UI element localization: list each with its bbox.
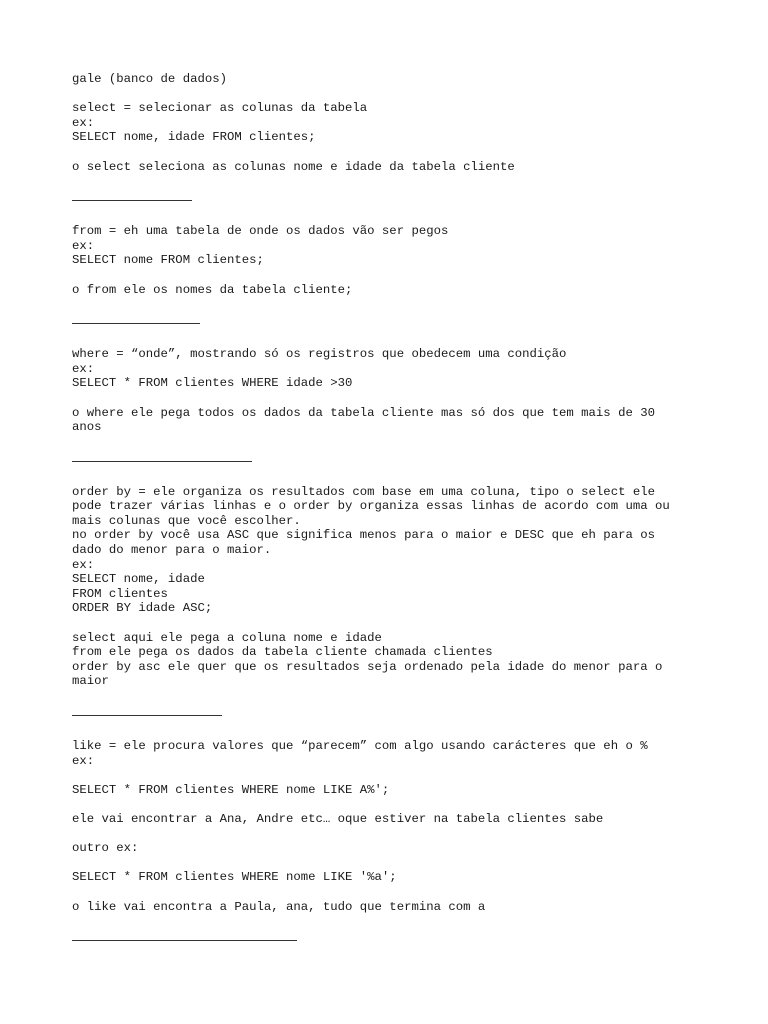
order-by-explanation-line: order by asc ele quer que os resultados seja ordenado pela idade do menor para o (72, 659, 663, 674)
select-ex-label: ex: (72, 115, 95, 130)
where-explanation-block (72, 406, 692, 435)
document-body (72, 72, 692, 964)
section-divider (72, 200, 192, 201)
from-definition: from = eh uma tabela de onde os dados vão ser pegos (72, 224, 449, 239)
section-divider (72, 715, 222, 716)
select-definition: select = selecionar as colunas da tabela (72, 101, 368, 116)
order-by-definition-line: no order by você usa ASC que significa menos para o maior e DESC que eh para os (72, 528, 655, 543)
order-by-code-line: FROM clientes (72, 586, 168, 601)
order-by-definition-line: mais colunas que você escolher. (72, 513, 301, 528)
like-explanation-2-block (72, 900, 692, 915)
like-explanation-1: ele vai encontrar a Ana, Andre etc… oque estiver na tabela clientes sabe (72, 811, 604, 826)
order-by-explanation-line: maior (72, 674, 109, 689)
like-code-2: SELECT * FROM clientes WHERE nome LIKE '%a'; (72, 870, 397, 885)
document-title-block (72, 72, 692, 87)
where-explanation-line: o where ele pega todos os dados da tabela cliente mas só dos que tem mais de 30 (72, 405, 655, 420)
section-divider (72, 461, 252, 462)
like-code-1-block (72, 783, 692, 798)
section-divider (72, 323, 200, 324)
order-by-code-line: ORDER BY idade ASC; (72, 601, 213, 616)
order-by-definition-block (72, 485, 692, 616)
select-code: SELECT nome, idade FROM clientes; (72, 130, 316, 145)
like-other-ex-label: outro ex: (72, 841, 139, 856)
like-definition: like = ele procura valores que “parecem” com algo usando carácteres que eh o % (72, 739, 648, 753)
where-definition: where = “onde”, mostrando só os registros que obedecem uma condição (72, 347, 567, 362)
like-other-ex-block (72, 841, 692, 856)
from-definition-block (72, 224, 692, 268)
from-code: SELECT nome FROM clientes; (72, 253, 264, 268)
like-code-1: SELECT * FROM clientes WHERE nome LIKE A%'; (72, 782, 390, 797)
where-explanation-line: anos (72, 420, 102, 435)
order-by-explanation-line: select aqui ele pega a coluna nome e idade (72, 630, 382, 645)
like-explanation-1-block (72, 812, 692, 827)
from-explanation: o from ele os nomes da tabela cliente; (72, 282, 353, 297)
where-definition-block (72, 347, 692, 391)
from-ex-label: ex: (72, 238, 95, 253)
where-ex-label: ex: (72, 361, 95, 376)
order-by-explanation-block (72, 631, 692, 689)
like-definition-block (72, 739, 692, 768)
like-code-2-block (72, 870, 692, 885)
section-divider (72, 940, 297, 941)
order-by-definition-line: dado do menor para o maior. (72, 543, 272, 558)
like-explanation-2: o like vai encontra a Paula, ana, tudo que termina com a (72, 899, 486, 914)
order-by-explanation-line: from ele pega os dados da tabela cliente chamada clientes (72, 645, 493, 660)
select-explanation: o select seleciona as colunas nome e idade da tabela cliente (72, 159, 515, 174)
order-by-ex-label: ex: (72, 557, 95, 572)
select-definition-block (72, 101, 692, 145)
order-by-definition-line: order by = ele organiza os resultados com base em uma coluna, tipo o select ele (72, 484, 655, 499)
document-title: gale (banco de dados) (72, 72, 227, 86)
order-by-definition-line: pode trazer várias linhas e o order by organiza essas linhas de acordo com uma ou (72, 499, 670, 514)
like-ex-label: ex: (72, 753, 95, 768)
order-by-code-line: SELECT nome, idade (72, 572, 205, 587)
where-code: SELECT * FROM clientes WHERE idade >30 (72, 376, 353, 391)
